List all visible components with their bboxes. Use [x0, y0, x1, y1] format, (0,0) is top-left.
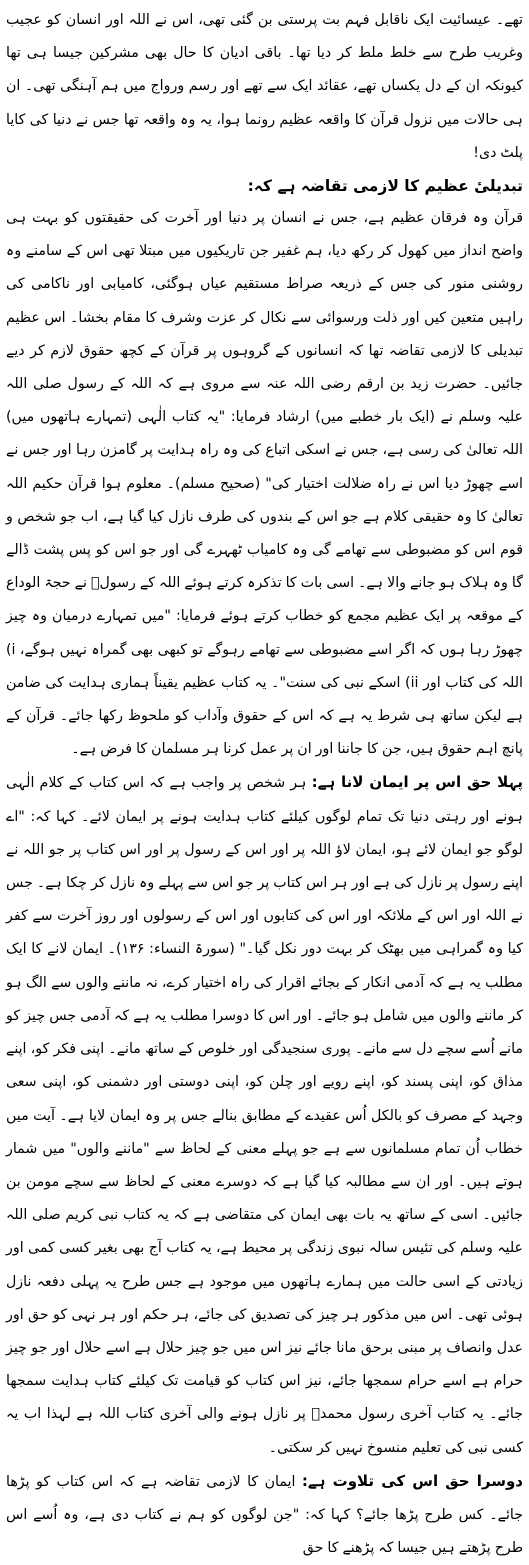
- quran-furqan-paragraph: قرآن وہ فرقان عظیم ہے، جس نے انسان پر دنیا اور آخرت کی حقیقتوں کو بہت ہی واضح انداز میں کھول کر رکھ دیا، ہم غفیر جن تاریکیوں میں مبتلا تھی اس کے سامنے وہ روشنی منور کی جس کے ذریعہ صراط مستقیم عیاں ہوگئی، کامیابی اور ناکامی کی راہیں متعین کیں اور ذلت ورسوائی سے نکال کر عزت وشرف کا مقام بخشا۔ اس عظیم تبدیلی کا لازمی تقاضہ تھا کہ انسانوں کے گروہوں پر قرآن کے کچھ حقوق لازم کر دیے جائیں۔ حضرت زید بن ارقم رضی اللہ عنہ سے مروی ہے کہ اللہ کے رسول صلی اللہ علیہ وسلم نے (ایک بار خطبے میں) ارشاد فرمایا: "یہ کتاب الٰہی (تمہارے ہاتھوں میں) اللہ تعالیٰ کی رسی ہے، جس نے اسکی اتباع کی وہ راہ ہدایت پر گامزن رہا اور جس نے اسے چھوڑ دیا اس نے راہ ضلالت اختیار کی" (صحیح مسلم)۔ معلوم ہوا قرآن حکیم اللہ تعالیٰ کا وہ حقیقی کلام ہے جو اس کے بندوں کی طرف نازل کیا گیا ہے، اب جو شخص و قوم اس کو مضبوطی سے تھامے گی وہ کامیاب ٹھہرے گی اور جو اس کو پس پشت ڈالے گا وہ ہلاک ہو جانے والا ہے۔ اسی بات کا تذکرہ کرتے ہوئے اللہ کے رسولؐ نے حجۃ الوداع کے موقعہ پر ایک عظیم مجمع کو خطاب کرتے ہوئے فرمایا: "میں تمہارے درمیان وہ چیز چھوڑ رہا ہوں کہ اگر اسے مضبوطی سے تھامے رہوگے تو کبھی بھی گمراہ نہیں ہوگے، i) اللہ کی کتاب اور ii) اسکے نبی کی سنت"۔ یہ کتاب عظیم یقیناً ہماری ہدایت کی ضامن ہے لیکن ساتھ ہی شرط یہ ہے کہ اس کے حقوق وآداب کو ملحوظ رکھا جائے۔ قرآن کے پانچ اہم حقوق ہیں، جن کا جاننا اور ان پر عمل کرنا ہر مسلمان کا فرض ہے۔: [6, 210, 523, 758]
- section-heading-great-change: تبدیلیٔ عظیم کا لازمی تقاضہ ہے کہ:: [247, 177, 523, 196]
- first-right-heading: پہلا حق اس پر ایمان لانا ہے:: [311, 773, 523, 792]
- intro-paragraph: تھے۔ عیسائیت ایک ناقابل فہم بت پرستی بن گئی تھی، اس نے اللہ اور انسان کو عجیب وغریب طرح سے خلط ملط کر دیا تھا۔ باقی ادیان کا حال بھی مشرکین جیسا ہی تھا کیونکہ ان کے دل یکساں تھے، عقائد ایک سے تھے اور رسم ورواج میں ہم آہنگی تھی۔ ان ہی حالات میں نزول قرآن کا واقعہ عظیم رونما ہوا، یہ وہ واقعہ تھا جس نے دنیا کی کایا پلٹ دی!: [6, 12, 523, 161]
- first-right-text: ہر شخص پر واجب ہے کہ اس کتاب کے کلام الٰہی ہونے اور رہتی دنیا تک تمام لوگوں کیلئے کتاب ہدایت ہونے پر ایمان لائے۔ کہا کہ: "اے لوگو جو ایمان لائے ہو، ایمان لاؤ اللہ پر اور اس کے رسول پر اور اس کتاب پر جو اللہ نے اپنے رسول پر نازل کی ہے اور ہر اس کتاب پر جو اس سے پہلے وہ نازل کر چکا ہے۔ جس نے اللہ اور اس کے ملائکہ اور اس کی کتابوں اور اس کے رسولوں اور روز آخرت سے کفر کیا وہ گمراہی میں بھٹک کر بہت دور نکل گیا۔" (سورۃ النساء: ۱۳۶)۔ ایمان لانے کا ایک مطلب یہ ہے کہ آدمی انکار کے بجائے اقرار کی راہ اختیار کرے، نہ ماننے والوں سے الگ ہو کر ماننے والوں میں شامل ہو جائے۔ اور اس کا دوسرا مطلب یہ ہے کہ آدمی جس چیز کو مانے اُسے سچے دل سے مانے۔ پوری سنجیدگی اور خلوص کے ساتھ مانے۔ اپنی فکر کو، اپنے مذاق کو، اپنی پسند کو، اپنے رویے اور چلن کو، اپنی دوستی اور دشمنی کو، اپنی سعی وجہد کے مصرف کو بالکل اُس عقیدے کے مطابق بنالے جس پر وہ ایمان لایا ہے۔ آیت میں خطاب اُن تمام مسلمانوں سے ہے جو پہلے معنی کے لحاظ سے "ماننے والوں" میں شمار ہوتے ہیں۔ اور ان سے مطالبہ کیا گیا ہے کہ دوسرے معنی کے لحاظ سے سچے مومن بن جائیں۔ اسی کے ساتھ یہ بات بھی ایمان کی متقاضی ہے کہ یہ کتاب نبی کریم صلی اللہ علیہ وسلم کی تئیس سالہ نبوی زندگی پر محیط ہے، یہ کتاب آج بھی بغیر کسی کمی اور زیادتی کے اسی حالت میں ہمارے ہاتھوں میں موجود ہے جس طرح یہ پہلی دفعہ نازل ہوئی تھی۔ اس میں مذکور ہر چیز کی تصدیق کی جائے، ہر حکم اور ہر نہی کو حق اور عدل وانصاف پر مبنی برحق مانا جائے نیز اس میں جو چیز حلال ہے اسے حلال اور جو چیز حرام ہے اسے حرام سمجھا جائے، نیز اس کتاب کو قیامت تک کیلئے کتاب ہدایت سمجھا جائے۔ یہ کتاب آخری رسول محمدؐ پر نازل ہونے والی آخری کتاب اللہ ہے لہذا اب یہ کسی نبی کی تعلیم منسوخ نہیں کر سکتی۔: [6, 775, 523, 1456]
- second-right-heading: دوسرا حق اس کی تلاوت ہے:: [301, 1471, 523, 1490]
- second-right-paragraph: [6, 1465, 523, 1565]
- second-right-text: ایمان کا لازمی تقاضہ ہے کہ اس کتاب کو پڑھا جائے۔ کس طرح پڑھا جائے؟ کہا کہ: "جن لوگوں کو ہم نے کتاب دی ہے، وہ اُسے اس طرح پڑھتے ہیں جیسا کہ پڑھنے کا حق: [6, 1473, 523, 1557]
- first-right-paragraph: [6, 766, 523, 1464]
